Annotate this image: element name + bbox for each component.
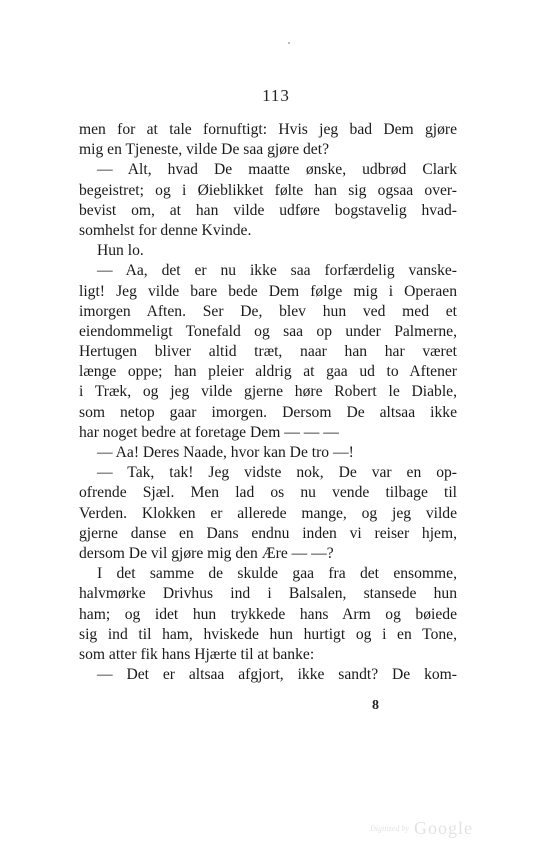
text-line: ham; og idet hun trykkede hans Arm og bøiede: [79, 605, 457, 623]
watermark-logo-text: Google: [414, 818, 473, 838]
text-line: somhelst for denne Kvinde.: [79, 221, 252, 239]
signature-mark: 8: [372, 698, 379, 713]
digitized-watermark: [370, 818, 490, 840]
text-line: længe oppe; han pleier aldrig at gaa ud to Aftener: [79, 363, 457, 381]
text-line: imorgen Aften. Ser De, blev hun ved med et: [79, 302, 457, 320]
text-line: — Det er altsaa afgjort, ikke sandt? De kom-: [97, 666, 457, 684]
text-line: som netop gaar imorgen. Dersom De altsaa ikke: [79, 403, 457, 421]
text-line: men for at tale fornuftigt: Hvis jeg bad Dem gjøre: [79, 121, 457, 138]
text-line: begeistret; og i Øieblikket følte han sig ogsaa over-: [79, 181, 457, 199]
text-line: I det samme de skulde gaa fra det ensomme,: [97, 565, 457, 583]
text-line: Verden. Klokken er allerede mange, og jeg vilde: [79, 504, 457, 522]
text-line: Hun lo.: [97, 242, 144, 260]
text-line: eiendommeligt Tonefald og saa op under Palmerne,: [79, 322, 457, 340]
text-line: halvmørke Drivhus ind i Balsalen, stansede hun: [79, 585, 457, 603]
paper-speck: [288, 42, 290, 44]
text-line: sig ind til ham, hviskede hun hurtigt og i en Tone,: [79, 625, 457, 643]
text-line: — Aa, det er nu ikke saa forfærdelig vanske-: [97, 262, 457, 280]
text-line: Hertugen bliver altid træt, naar han har været: [79, 343, 457, 361]
text-line: har noget bedre at foretage Dem — — —: [79, 423, 339, 441]
text-line: som atter fik hans Hjærte til at banke:: [79, 645, 315, 663]
page-number: 113: [262, 86, 290, 105]
text-line: bevist om, at han vilde udføre bogstavelig hvad-: [79, 201, 457, 219]
text-line: i Træk, og jeg vilde gjerne høre Robert le Diable,: [79, 383, 457, 401]
text-line: mig en Tjeneste, vilde De saa gjøre det?: [79, 141, 329, 159]
text-line: dersom De vil gjøre mig den Ære — —?: [79, 544, 334, 562]
text-line: — Tak, tak! Jeg vidste nok, De var en op-: [97, 464, 457, 482]
watermark-small-text: Digitized by: [370, 824, 409, 833]
text-line: ligt! Jeg vilde bare bede Dem følge mig i Operaen: [79, 282, 457, 300]
text-line: gjerne danse en Dans endnu inden vi reiser hjem,: [79, 524, 457, 542]
text-line: — Aa! Deres Naade, hvor kan De tro —!: [97, 444, 354, 461]
body-text: [79, 120, 457, 685]
text-line: ofrende Sjæl. Men lad os nu vende tilbage til: [79, 484, 457, 502]
text-line: — Alt, hvad De maatte ønske, udbrød Clark: [97, 161, 457, 179]
